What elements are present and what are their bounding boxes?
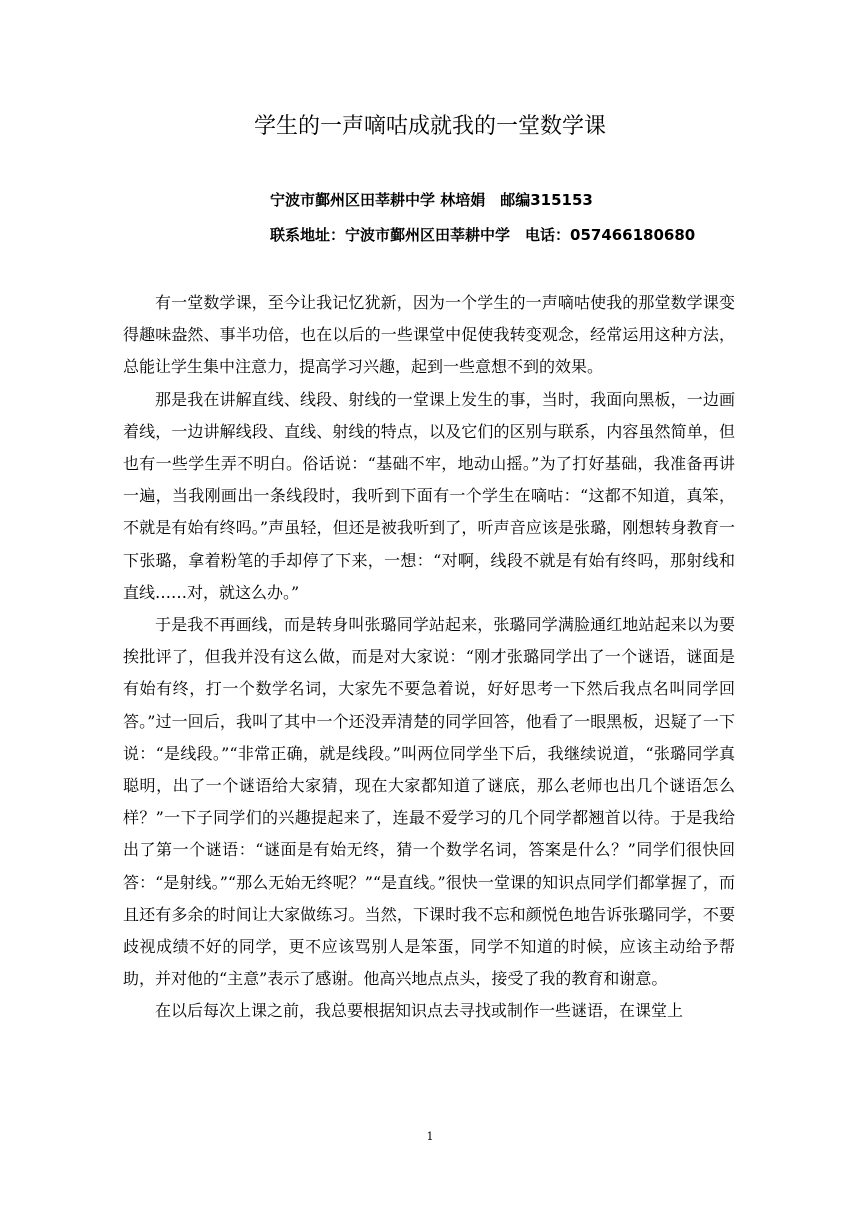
document-title: 学生的一声嘀咕成就我的一堂数学课 [253,114,606,139]
paragraph: 于是我不再画线，而是转身叫张璐同学站起来，张璐同学满脸通红地站起来以为要挨批评了，但我并没有这么做，而是对大家说：“刚才张璐同学出了一个谜语，谜面是有始有终，打一个数学名词，大家先不要急着说，好好思考一下然后我点名叫同学回答。”过一回后，我叫了其中一个还没弄清楚的同学回答，他看了一眼黑板，迟疑了一下说：“是线段。”“非常正确，就是线段。”叫两位同学坐下后，我继续说道，“张璐同学真聪明，出了一个谜语给大家猜，现在大家都知道了谜底，那么老师也出几个谜语怎么样？”一下子同学们的兴趣提起来了，连最不爱学习的几个同学都翘首以待。于是我给出了第一个谜语：“谜面是有始无终，猜一个数学名词，答案是什么？”同学们很快回答：“是射线。”“那么无始无终呢？”“是直线。”很快一堂课的知识点同学们都掌握了，而且还有多余的时间让大家做练习。当然，下课时我不忘和颜悦色地告诉张璐同学，不要歧视成绩不好的同学，更不应该骂别人是笨蛋，同学不知道的时候，应该主动给予帮助，并对他的“主意”表示了感谢。他高兴地点点头，接受了我的教育和谢意。 [123,615,735,989]
paragraph: 那是我在讲解直线、线段、射线的一堂课上发生的事，当时，我面向黑板，一边画着线，一边讲解线段、直线、射线的特点，以及它们的区别与联系，内容虽然简单，但也有一些学生弄不明白。俗话说：“基础不牢，地动山摇。”为了打好基础，我准备再讲一遍，当我刚画出一条线段时，我听到下面有一个学生在嘀咕：“这都不知道，真笨，不就是有始有终吗。”声虽轻，但还是被我听到了，听声音应该是张璐，刚想转身教育一下张璐，拿着粉笔的手却停了下来，一想：“对啊，线段不就是有始有终吗，那射线和直线……对，就这么办。” [123,389,735,602]
contact-line: 联系地址：宁波市鄞州区田莘耕中学 电话：057466180680 [270,226,696,244]
page-number: 1 [426,1130,434,1143]
author-line: 宁波市鄞州区田莘耕中学 林培娟 邮编315153 [270,191,593,209]
paragraph: 有一堂数学课，至今让我记忆犹新，因为一个学生的一声嘀咕使我的那堂数学课变得趣味盎然、事半功倍，也在以后的一些课堂中促使我转变观念，经常运用这种方法，总能让学生集中注意力，提高学习兴趣，起到一些意想不到的效果。 [123,293,735,377]
paragraph: 在以后每次上课之前，我总要根据知识点去寻找或制作一些谜语，在课堂上 [155,1001,684,1021]
document-body [123,287,735,1028]
